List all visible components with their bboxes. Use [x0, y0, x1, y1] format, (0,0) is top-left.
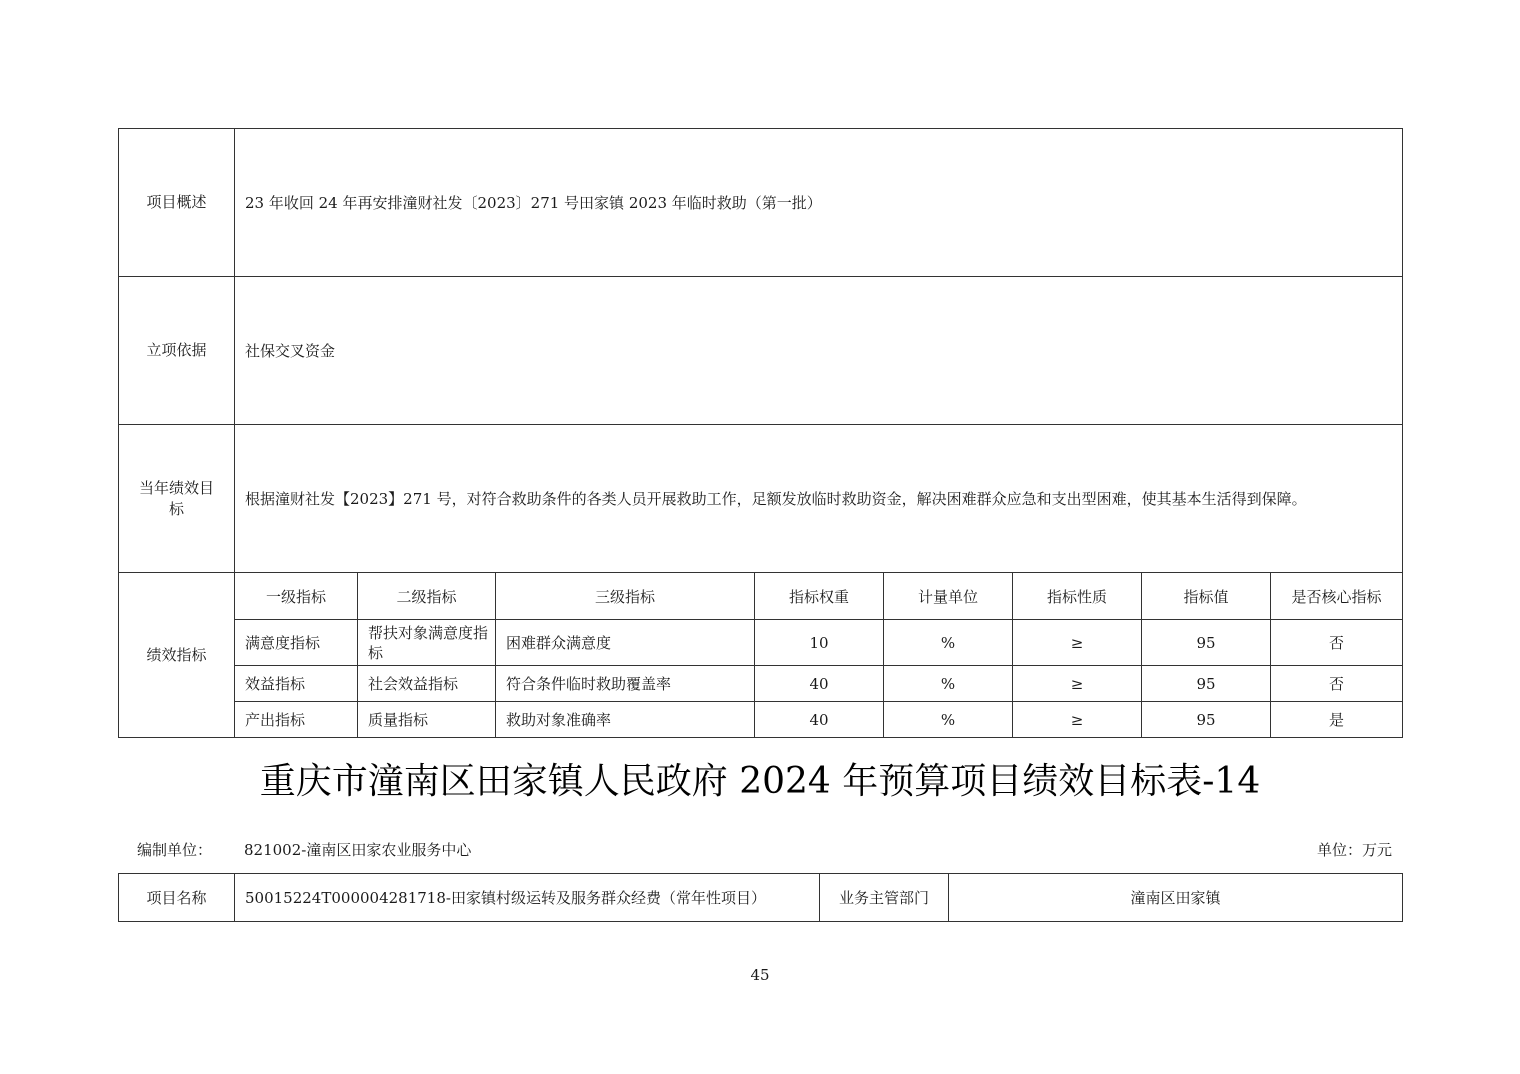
- table-cell: 95: [1142, 666, 1271, 702]
- table-cell: 困难群众满意度: [496, 620, 755, 666]
- currency-unit: 单位：万元: [1316, 841, 1392, 859]
- header-cell: 二级指标: [358, 573, 496, 620]
- project-name-label: 项目名称: [119, 874, 235, 922]
- table-cell: 质量指标: [358, 702, 496, 738]
- header-cell: 是否核心指标: [1271, 573, 1403, 620]
- table-cell: %: [884, 666, 1013, 702]
- perf-label: 绩效指标: [119, 573, 235, 738]
- table-cell: ≥: [1013, 620, 1142, 666]
- table-cell: 10: [755, 620, 884, 666]
- header-cell: 计量单位: [884, 573, 1013, 620]
- page-title: 重庆市潼南区田家镇人民政府 2024 年预算项目绩效目标表-14: [259, 761, 1261, 802]
- header-cell: 一级指标: [235, 573, 358, 620]
- table-cell: 40: [755, 666, 884, 702]
- table-cell: 产出指标: [235, 702, 358, 738]
- table-cell: 是: [1271, 702, 1403, 738]
- header-cell: 三级指标: [496, 573, 755, 620]
- table-row: [119, 702, 1403, 738]
- compiling-unit-value: 821002-潼南区田家农业服务中心: [244, 841, 472, 859]
- project-name-table: [118, 873, 1403, 922]
- table-cell: 帮扶对象满意度指标: [358, 620, 496, 666]
- table-cell: 40: [755, 702, 884, 738]
- table-cell: 满意度指标: [235, 620, 358, 666]
- header-cell: 指标性质: [1013, 573, 1142, 620]
- header-cell: 指标权重: [755, 573, 884, 620]
- table-cell: 否: [1271, 666, 1403, 702]
- table-cell: 效益指标: [235, 666, 358, 702]
- header-cell: 指标值: [1142, 573, 1271, 620]
- table-cell: %: [884, 702, 1013, 738]
- indicator-header-row: [119, 573, 1403, 620]
- table-cell: 95: [1142, 620, 1271, 666]
- dept-value: 潼南区田家镇: [949, 874, 1403, 922]
- table-cell: 救助对象准确率: [496, 702, 755, 738]
- table-row: [119, 666, 1403, 702]
- page-number: 45: [750, 966, 770, 984]
- basis-label: 立项依据: [119, 277, 235, 425]
- project-name-value: 50015224T000004281718-田家镇村级运转及服务群众经费（常年性项目）: [235, 874, 820, 922]
- goal-label: 当年绩效目标: [119, 425, 235, 573]
- overview-text: 23 年收回 24 年再安排潼财社发〔2023〕271 号田家镇 2023 年临时救助（第一批）: [235, 129, 1403, 277]
- basis-text: 社保交叉资金: [235, 277, 1403, 425]
- dept-label: 业务主管部门: [820, 874, 949, 922]
- table-cell: ≥: [1013, 702, 1142, 738]
- overview-label: 项目概述: [119, 129, 235, 277]
- table-cell: 95: [1142, 702, 1271, 738]
- table-cell: 符合条件临时救助覆盖率: [496, 666, 755, 702]
- table-row: [119, 620, 1403, 666]
- table-cell: 否: [1271, 620, 1403, 666]
- goal-text: 根据潼财社发【2023】271 号，对符合救助条件的各类人员开展救助工作，足额发放临时救助资金，解决困难群众应急和支出型困难，使其基本生活得到保障。: [235, 425, 1403, 573]
- table-cell: 社会效益指标: [358, 666, 496, 702]
- table-cell: ≥: [1013, 666, 1142, 702]
- table-cell: %: [884, 620, 1013, 666]
- performance-target-table: [118, 128, 1403, 738]
- compiling-unit-label: 编制单位：: [137, 841, 213, 859]
